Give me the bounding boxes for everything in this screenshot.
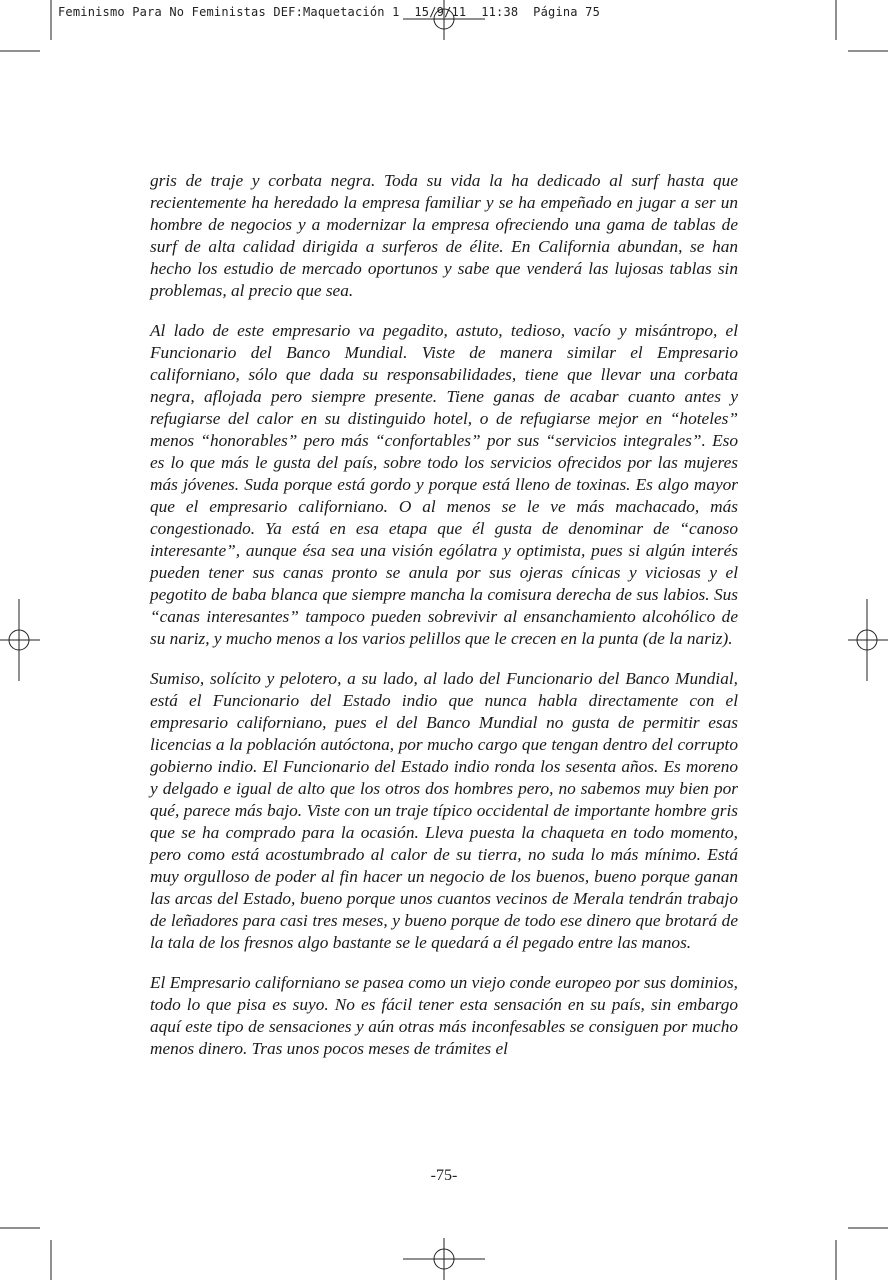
body-text [150, 170, 738, 1078]
registration-mark-left [0, 599, 40, 681]
registration-mark-right [848, 599, 888, 681]
print-slug-line: Feminismo Para No Feministas DEF:Maquetación 1 15/9/11 11:38 Página 75 [58, 5, 600, 19]
registration-mark-bottom [403, 1238, 485, 1280]
paragraph: Sumiso, solícito y pelotero, a su lado, al lado del Funcionario del Banco Mundial, está el Funcionario del Estado indio que nunca habla directamente con el empresario californiano, pues el del Banco Mundial no gusta de permitir esas licencias a la población autóctona, por mucho cargo que tengan dentro del corrupto gobierno indio. El Funcionario del Estado indio ronda los sesenta años. Es moreno y delgado e igual de alto que los otros dos hombres pero, no sabemos muy bien por qué, parece más bajo. Viste con un traje típico occidental de importante hombre gris que se ha comprado para la ocasión. Lleva puesta la chaqueta en todo momento, pero como está acostumbrado al calor de su tierra, no suda lo más mínimo. Está muy orgulloso de poder al fin hacer un negocio de los buenos, bueno porque ganan las arcas del Estado, bueno porque unos cuantos vecinos de Merala tendrán trabajo de leñadores para casi tres meses, y bueno porque de todo ese dinero que brotará de la tala de los fresnos algo bastante se le quedará a él pegado entre las manos. [150, 669, 738, 952]
page-number: -75- [430, 1167, 458, 1184]
paragraph: Al lado de este empresario va pegadito, astuto, tedioso, vacío y misántropo, el Funcionario del Banco Mundial. Viste de manera similar el Empresario californiano, sólo que dada su responsabilidades, tiene que llevar una corbata negra, aflojada pero siempre presente. Tiene ganas de acabar cuanto antes y refugiarse del calor en su distinguido hotel, o de refugiarse mejor en “hoteles” menos “honorables” pero más “confortables” por sus “servicios integrales”. Eso es lo que más le gusta del país, sobre todo los servicios ofrecidos por las mujeres más jóvenes. Suda porque está gordo y porque está lleno de toxinas. Es algo mayor que el empresario californiano. O al menos se le ve más machacado, más congestionado. Ya está en esa etapa que él gusta de denominar de “canoso interesante”, aunque ésa sea una visión ególatra y optimista, pues si algún interés pueden tener sus canas pronto se anula por sus ojeras cínicas y viciosas y el pegotito de baba blanca que siempre mancha la comisura derecha de sus labios. Sus “canas interesantes” tampoco pueden sobrevivir al ensanchamiento alcohólico de su nariz, y mucho menos a los varios pelillos que le crecen en la punta (de la nariz). [150, 321, 738, 648]
paragraph: gris de traje y corbata negra. Toda su vida la ha dedicado al surf hasta que recientemente ha heredado la empresa familiar y se ha empeñado en jugar a ser un hombre de negocios y a modernizar la empresa ofreciendo una gama de tablas de surf de alta calidad dirigida a surferos de élite. En California abundan, se han hecho los estudio de mercado oportunos y sabe que venderá las lujosas tablas sin problemas, al precio que sea. [150, 171, 738, 300]
paragraph: El Empresario californiano se pasea como un viejo conde europeo por sus dominios, todo lo que pisa es suyo. No es fácil tener esta sensación en su país, sin embargo aquí este tipo de sensaciones y aún otras más inconfesables se consiguen por mucho menos dinero. Tras unos pocos meses de trámites el [150, 973, 738, 1058]
registration-mark-top [403, 0, 485, 40]
